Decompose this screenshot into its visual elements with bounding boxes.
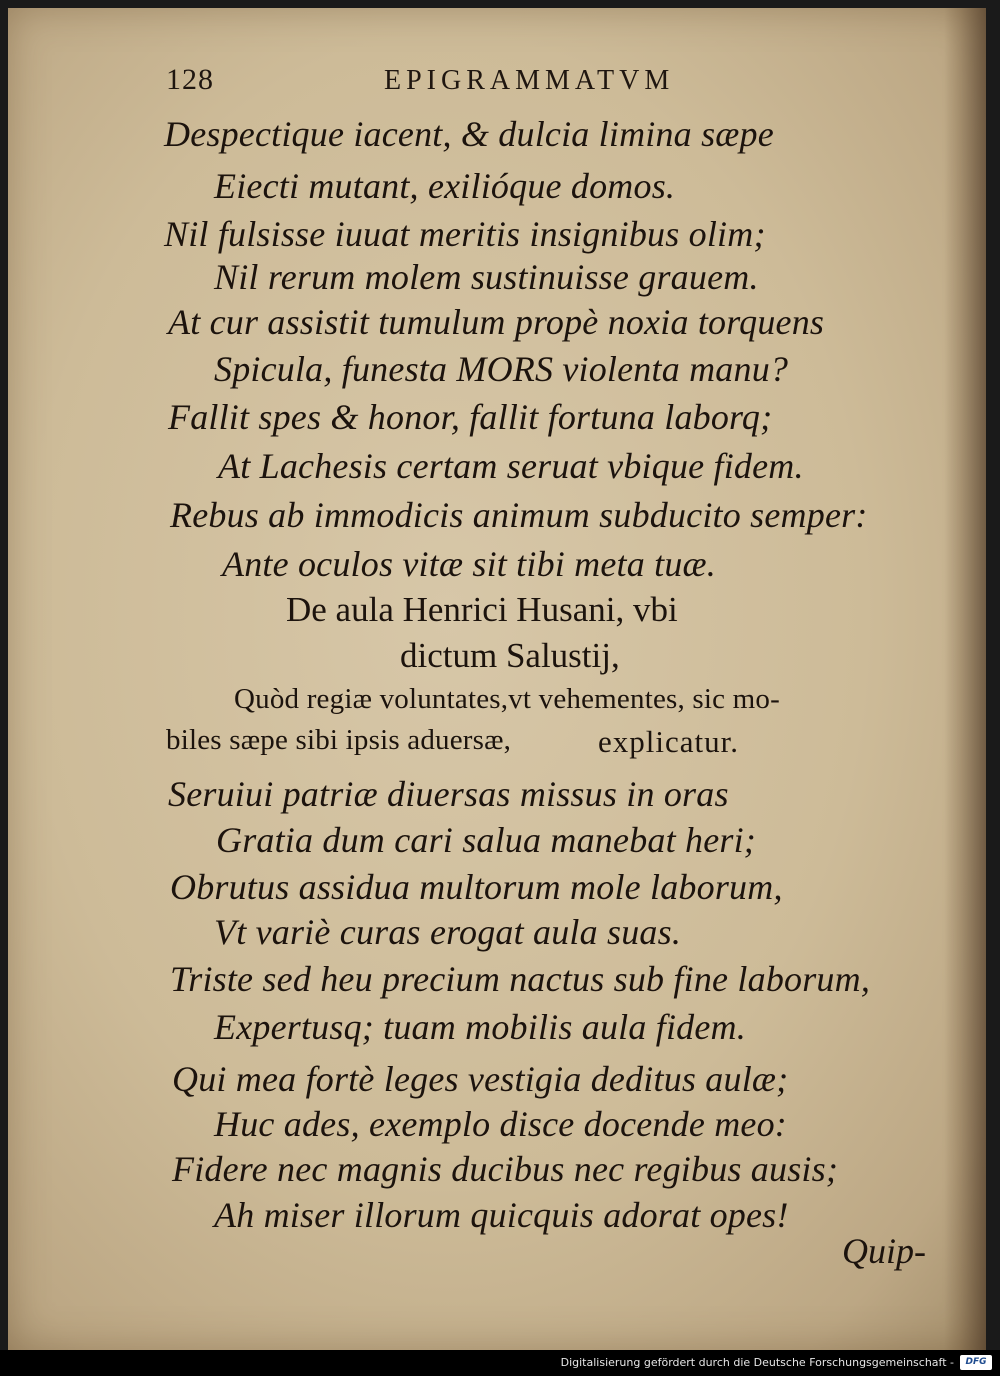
verse-line: At cur assistit tumulum propè noxia torquens [168,302,825,342]
verse-line: Eiecti mutant, exilióque domos. [214,166,676,206]
running-head: EPIGRAMMATVM [384,65,675,96]
book-page [8,8,986,1350]
verse-line: Vt variè curas erogat aula suas. [214,912,682,952]
verse-line: Expertusq; tuam mobilis aula fidem. [214,1007,746,1047]
subheading-line-1: Quòd regiæ voluntates,vt vehementes, sic mo- [234,683,780,715]
heading-line-2: dictum Salustij, [400,636,620,675]
verse-line: Nil rerum molem sustinuisse grauem. [214,257,759,297]
verse-line: Fallit spes & honor, fallit fortuna laborq; [168,397,773,437]
verse-line: Qui mea fortè leges vestigia deditus aulæ; [172,1059,789,1099]
verse-line: Ante oculos vitæ sit tibi meta tuæ. [222,544,716,584]
digitization-footer [0,1350,1000,1376]
verse-line: Rebus ab immodicis animum subducito semper: [170,495,868,535]
verse-line: Obrutus assidua multorum mole laborum, [170,867,783,907]
verse-line: Gratia dum cari salua manebat heri; [216,820,756,860]
page-gutter-shadow [944,8,986,1350]
verse-line: Huc ades, exemplo disce docende meo: [214,1104,787,1144]
catchword: Quip- [842,1231,926,1271]
heading-line-1: De aula Henrici Husani, vbi [286,590,678,629]
subheading-line-2: biles sæpe sibi ipsis aduersæ, [166,724,512,756]
dfg-logo: DFG [960,1355,992,1370]
footer-credit: Digitalisierung gefördert durch die Deutsche Forschungsgemeinschaft - [560,1356,954,1369]
page-header [8,63,986,103]
subheading-explicatur: explicatur. [598,724,739,759]
page-number: 128 [166,63,214,96]
verse-line: Spicula, funesta MORS violenta manu? [214,349,789,389]
verse-line: Triste sed heu precium nactus sub fine laborum, [170,959,871,999]
verse-line: At Lachesis certam seruat vbique fidem. [218,446,804,486]
verse-line: Nil fulsisse iuuat meritis insignibus olim; [164,214,766,254]
verse-line: Seruiui patriæ diuersas missus in oras [168,774,729,814]
verse-line: Fidere nec magnis ducibus nec regibus ausis; [172,1149,839,1189]
verse-line: Ah miser illorum quicquis adorat opes! [214,1195,789,1235]
verse-line: Despectique iacent, & dulcia limina sæpe [164,114,774,154]
